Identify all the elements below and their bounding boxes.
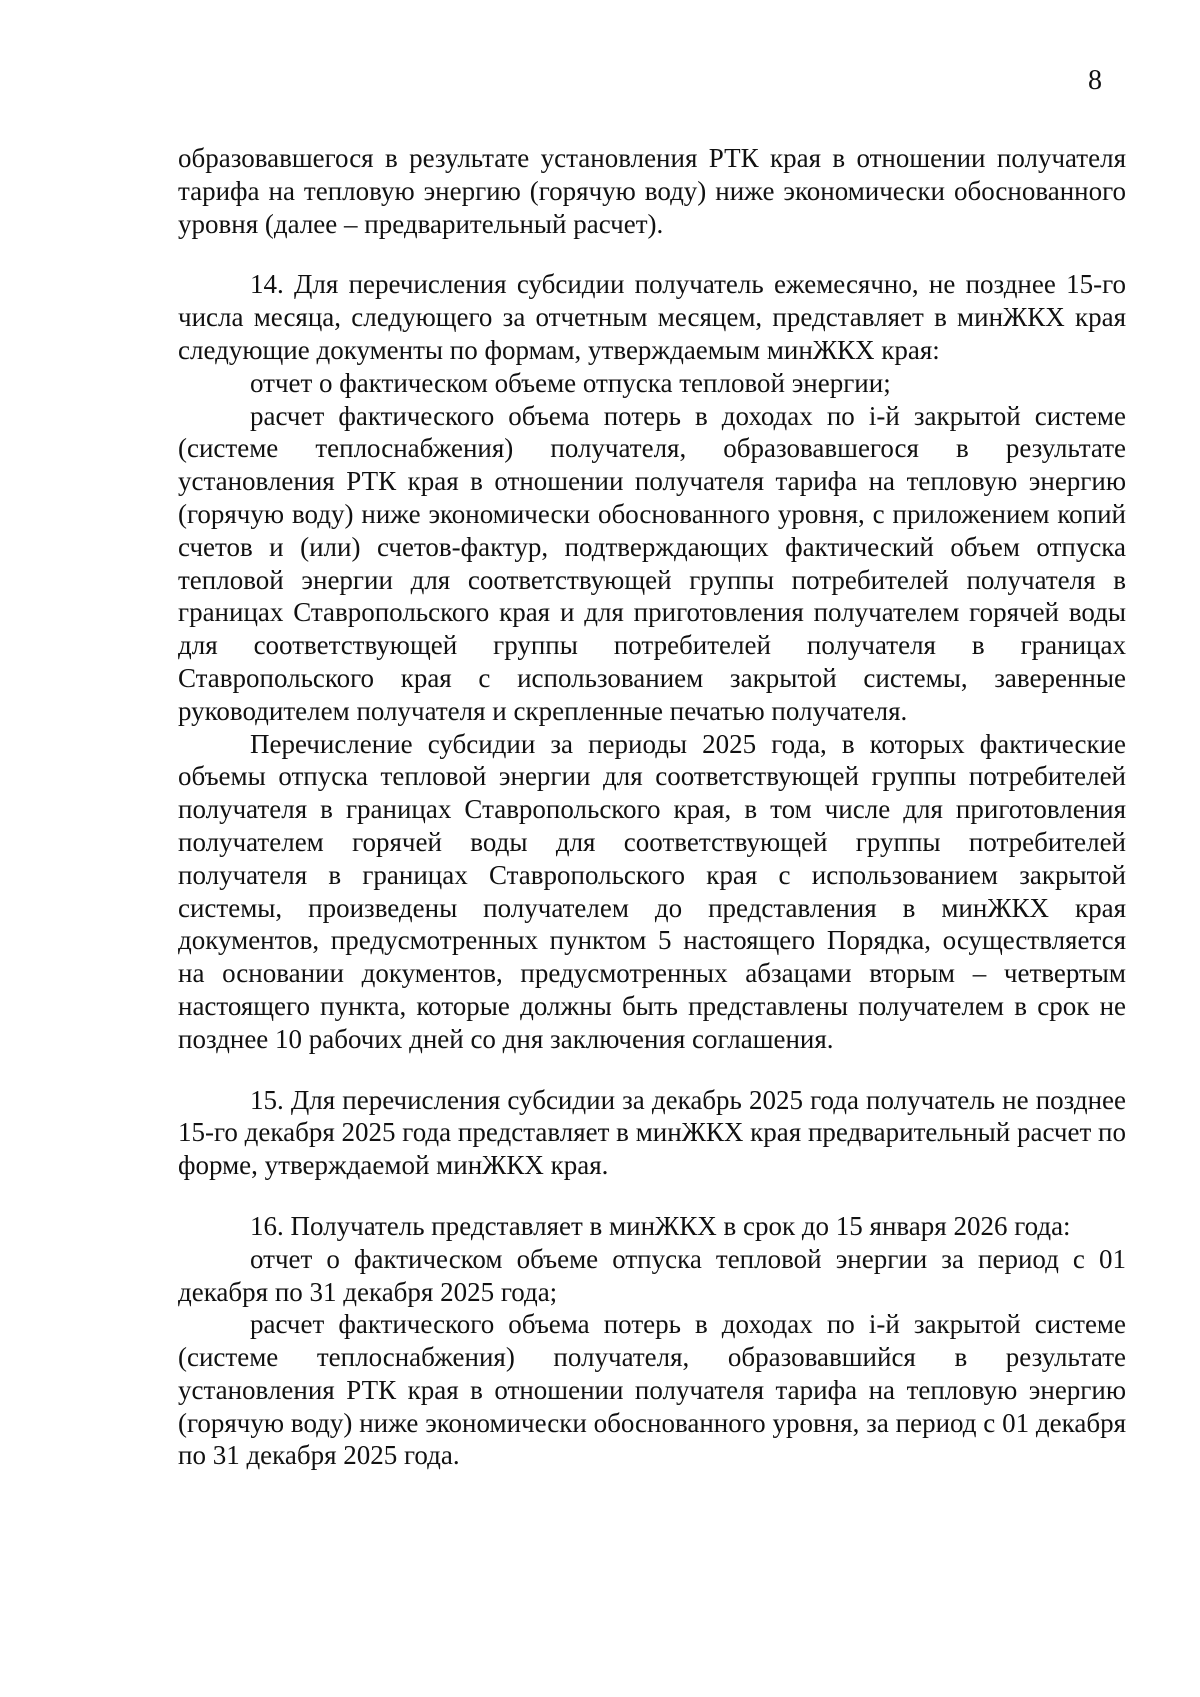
paragraph-item-14: 14. Для перечисления субсидии получатель ежемесячно, не позднее 15-го числа месяца, следующего за отчетным месяцем, представляет в минЖКХ края следующие документы по формам, утверждаемым минЖКХ края: <box>178 269 1126 365</box>
paragraph-transfer-2025: Перечисление субсидии за периоды 2025 года, в которых фактические объемы отпуска тепловой энергии для соответствующей группы потребителей получателя в границах Ставропольского края, в том числе для приготовления получателем горячей воды для соответствующей группы потребителей получателя в границах Ставропольского края с использованием закрытой системы, произведены получателем до представления в минЖКХ края документов, предусмотренных пунктом 5 настоящего Порядка, осуществляется на основании документов, предусмотренных абзацами вторым – четвертым настоящего пункта, которые должны быть представлены получателем в срок не позднее 10 рабочих дней со дня заключения соглашения. <box>178 728 1126 1054</box>
paragraph-continuation: образовавшегося в результате установления РТК края в отношении получателя тарифа на тепловую энергию (горячую воду) ниже экономически обоснованного уровня (далее – предварительный расчет). <box>178 143 1126 239</box>
paragraph-item-15: 15. Для перечисления субсидии за декабрь 2025 года получатель не позднее 15-го декабря 2025 года представляет в минЖКХ края предварительный расчет по форме, утверждаемой минЖКХ края. <box>178 1084 1126 1181</box>
paragraph-december-report: отчет о фактическом объеме отпуска тепловой энергии за период с 01 декабря по 31 декабря 2025 года; <box>178 1243 1126 1307</box>
page-number: 8 <box>1088 65 1102 96</box>
paragraph-item-16: 16. Получатель представляет в минЖКХ в срок до 15 января 2026 года: <box>250 1210 1071 1241</box>
document-body <box>178 142 1126 1472</box>
paragraph-report: отчет о фактическом объеме отпуска тепловой энергии; <box>250 367 891 398</box>
paragraph-calculation: расчет фактического объема потерь в доходах по i-й закрытой системе (системе теплоснабжения) получателя, образовавшегося в результате установления РТК края в отношении получателя тарифа на тепловую энергию (горячую воду) ниже экономически обоснованного уровня, с приложением копий счетов и (или) счетов-фактур, подтверждающих фактический объем отпуска тепловой энергии для соответствующей группы потребителей получателя в границах Ставропольского края и для приготовления получателем горячей воды для соответствующей группы потребителей получателя в границах Ставропольского края с использованием закрытой системы, заверенные руководителем получателя и скрепленные печатью получателя. <box>178 400 1126 726</box>
paragraph-december-calculation: расчет фактического объема потерь в доходах по i-й закрытой системе (системе теплоснабжения) получателя, образовавшийся в результате установления РТК края в отношении получателя тарифа на тепловую энергию (горячую воду) ниже экономически обоснованного уровня, за период с 01 декабря по 31 декабря 2025 года. <box>178 1309 1126 1471</box>
